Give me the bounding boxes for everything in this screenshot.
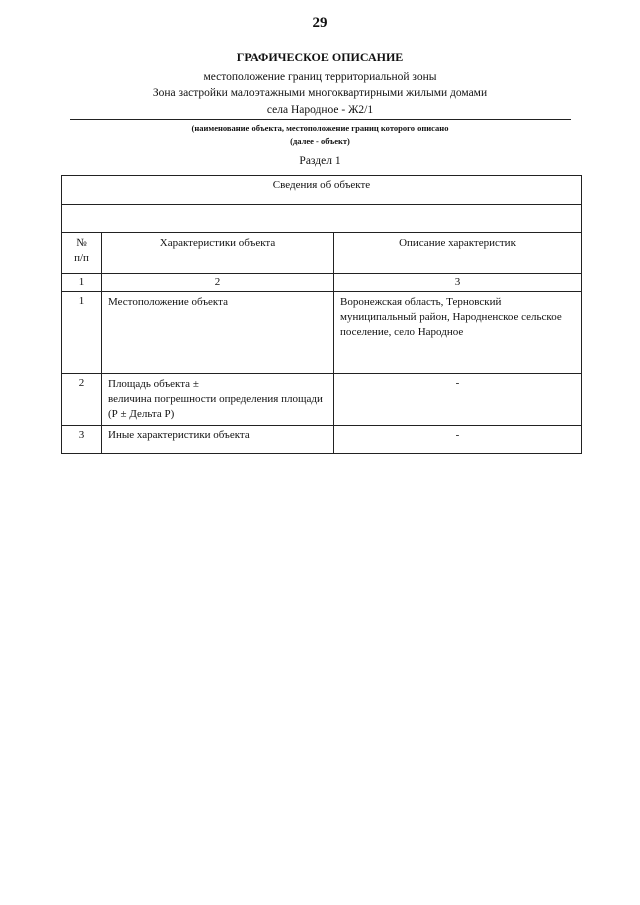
- row-characteristic: Площадь объекта ± величина погрешности определения площади (Р ± Дельта Р): [102, 374, 334, 426]
- section-label: Раздел 1: [299, 155, 341, 167]
- subtitle-line-3: села Народное - Ж2/1: [266, 104, 374, 116]
- row-description: Воронежская область, Терновский муниципальный район, Народненское сельское поселение, село Народное: [334, 292, 582, 374]
- table-row: [62, 374, 582, 426]
- row-description: -: [334, 374, 582, 426]
- column-number-1: 1: [62, 274, 102, 292]
- table-row: [62, 426, 582, 454]
- table-empty-cell: [62, 205, 582, 233]
- table-header: Сведения об объекте: [62, 176, 582, 205]
- title-underline: [70, 119, 571, 120]
- subtitle-line-2: Зона застройки малоэтажными многоквартирными жилыми домами: [152, 87, 488, 99]
- caption-line-2: (далее - объект): [290, 136, 350, 146]
- page-number: 29: [312, 15, 328, 31]
- column-number-2: 2: [102, 274, 334, 292]
- table-column-headers: [62, 233, 582, 274]
- column-header-num-text: № п/п: [74, 237, 89, 264]
- row-number: 3: [62, 426, 102, 454]
- column-number-3: 3: [334, 274, 582, 292]
- caption-line-1: (наименование объекта, местоположение границ которого описано: [191, 123, 449, 133]
- row-number: 2: [62, 374, 102, 426]
- column-header-num: [62, 233, 102, 274]
- row-characteristic: Иные характеристики объекта: [102, 426, 334, 454]
- row-number: 1: [62, 292, 102, 374]
- table-empty-row: [62, 205, 582, 233]
- table-header-row: [62, 176, 582, 205]
- column-header-characteristic: Характеристики объекта: [102, 233, 334, 274]
- table-row: [62, 292, 582, 374]
- document-title: ГРАФИЧЕСКОЕ ОПИСАНИЕ: [236, 50, 404, 64]
- object-info-table: [61, 175, 582, 454]
- column-header-description: Описание характеристик: [334, 233, 582, 274]
- row-characteristic: Местоположение объекта: [102, 292, 334, 374]
- row-description: -: [334, 426, 582, 454]
- subtitle-line-1: местоположение границ территориальной зоны: [203, 71, 437, 83]
- table-column-numbers: [62, 274, 582, 292]
